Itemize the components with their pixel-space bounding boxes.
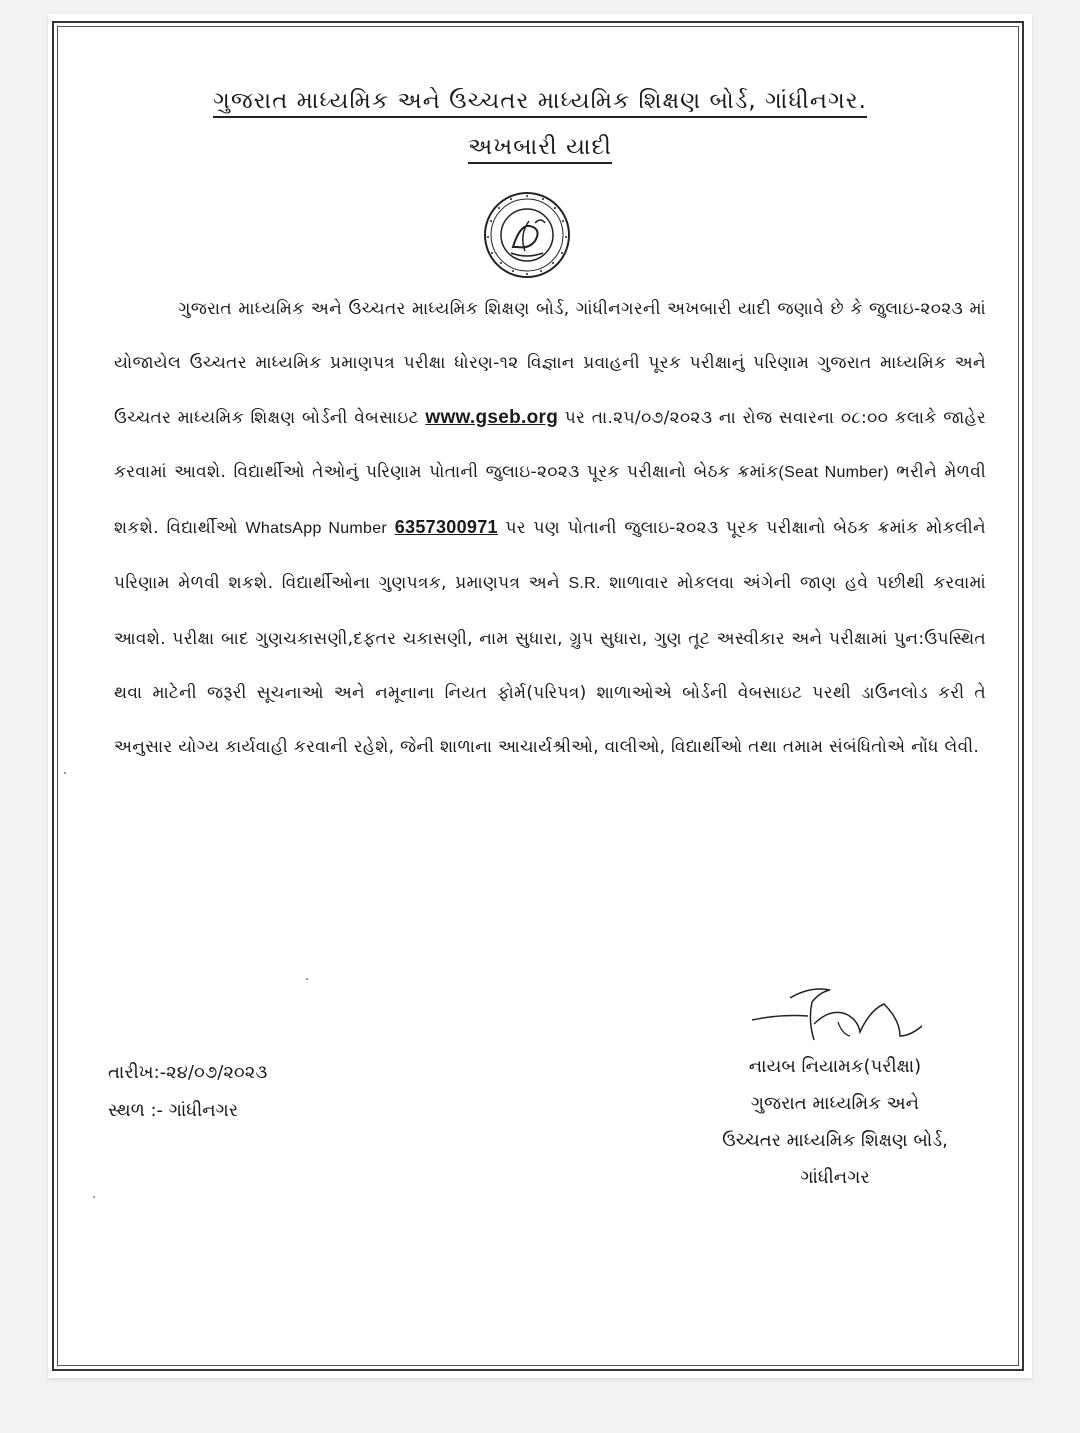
body-text-4: પર પણ પોતાની જુલાઇ-૨૦૨૩ પૂરક પરીક્ષાનો બેઠક ક્રમાંક મોકલીને પરિણામ મેળવી શકશે. વિદ્યાર્થીઓના ગુણપત્રક, પ્રમાણપત્ર અને: [114, 518, 986, 594]
signatory-title: નાયબ નિયામક(પરીક્ષા): [748, 1056, 922, 1077]
board-title: ગુજરાત માધ્યમિક અને ઉચ્ચતર માધ્યમિક શિક્ષણ બોર્ડ, ગાંધીનગર.: [0, 88, 1080, 114]
body-text-1: ગુજરાત માધ્યમિક અને ઉચ્ચતર માધ્યમિક શિક્ષણ બોર્ડ, ગાંધીનગરની અખબારી યાદી જણાવે છે કે જુલાઇ-૨૦૨૩ માં યોજાયેલ ઉચ્ચતર માધ્યમિક પ્રમાણપત્ર પરીક્ષા ધોરણ-૧૨ વિજ્ઞાન પ્રવાહની પૂરક પરીક્ષાનું પરિણામ ગુજરાત માધ્યમિક અને ઉચ્ચતર માધ્યમિક શિક્ષણ બોર્ડની વેબસાઇટ: [114, 299, 986, 428]
body-text-2: પર તા.૨૫/૦૭/૨૦૨૩ ના રોજ સવારના ૦૮:૦૦ કલાકે જાહેર કરવામાં આવશે. વિદ્યાર્થીઓ તેઓનું પરિણામ પોતાની જુલાઇ-૨૦૨૩ પૂરક પરીક્ષાનો બેઠક ક્રમાંક: [114, 407, 987, 482]
signatory-org-line-2: ઉચ્ચતર માધ્યમિક શિક્ષણ બોર્ડ,: [722, 1130, 948, 1151]
place-line: સ્થળ :- ગાંધીનગર: [108, 1100, 239, 1121]
website-link[interactable]: www.gseb.org: [425, 406, 559, 428]
press-note-title: અખબારી યાદી: [0, 134, 1080, 160]
board-seal-icon: [483, 191, 571, 279]
signature-icon: [750, 980, 930, 1050]
date-place-block: [108, 1054, 267, 1130]
scan-speck: [93, 1196, 95, 1198]
signatory-city: ગાંધીનગર: [800, 1167, 870, 1188]
whatsapp-label: WhatsApp Number: [245, 520, 388, 538]
signatory-block: [690, 1048, 980, 1196]
scan-speck: [306, 978, 308, 980]
scan-speck: [64, 772, 66, 774]
whatsapp-number[interactable]: 6357300971: [394, 517, 498, 538]
press-note-body: [114, 282, 986, 775]
body-text-3: ભરીને મેળવી શકશે. વિદ્યાર્થીઓ: [114, 461, 986, 539]
sr-label: S.R.: [568, 575, 601, 593]
signatory-org-line-1: ગુજરાત માધ્યમિક અને: [750, 1093, 920, 1114]
date-line: તારીખ:-૨૪/૦૭/૨૦૨૩: [108, 1062, 268, 1083]
seat-number-label: (Seat Number): [778, 463, 889, 481]
body-text-5: શાળાવાર મોકલવા અંગેની જાણ હવે પછીથી કરવામાં આવશે. પરીક્ષા બાદ ગુણચકાસણી,દફતર ચકાસણી, નામ સુધારા, ગ્રુપ સુધારા, ગુણ તૂટ અસ્વીકાર અને પરીક્ષામાં પુન:ઉપસ્થિત થવા માટેની જરૂરી સૂચનાઓ અને નમૂનાના નિયત ફોર્મ(પરિપત્ર) શાળાઓએ બોર્ડની વેબસાઇટ પરથી ડાઉનલોડ કરી તે અનુસાર યોગ્ય કાર્યવાહી કરવાની રહેશે, જેની શાળાના આચાર્યશ્રીઓ, વાલીઓ, વિદ્યાર્થીઓ તથા તમામ સંબંધિતોએ નોંધ લેવી.: [114, 573, 986, 758]
